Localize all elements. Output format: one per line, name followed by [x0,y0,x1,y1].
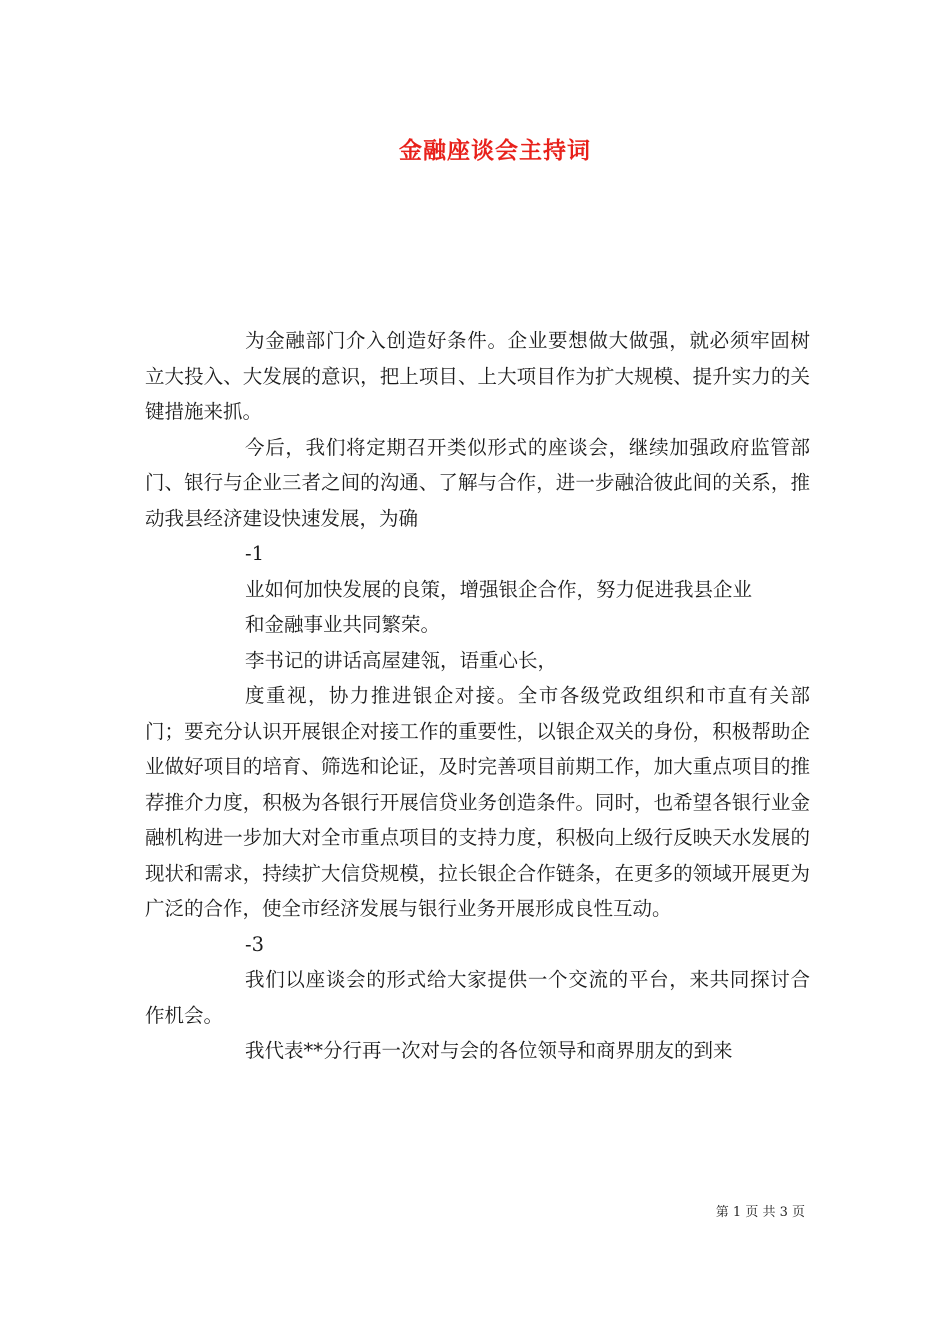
paragraph-4: 和金融事业共同繁荣。 [245,613,441,636]
paragraph-8: 我代表**分行再一次对与会的各位领导和商界朋友的到来 [245,1039,733,1062]
paragraph-5: 李书记的讲话高屋建瓴，语重心长， [245,648,558,672]
paragraph-6: 度重视，协力推进银企对接。全市各级党政组织和市直有关部门；要充分认识开展银企对接工作的重要性，以银企双关的身份，积极帮助企业做好项目的培育、筛选和论证，及时完善项目前期工作，加大重点项目的推荐推介力度，积极为各银行开展信贷业务创造条件。同时，也希望各银行业金融机构进一步加大对全市重点项目的支持力度，积极向上级行反映天水发展的现状和需求，持续扩大信贷规模，拉长银企合作链条，在更多的领域开展更为广泛的合作，使全市经济发展与银行业务开展形成良性互动。 [145,684,810,920]
paragraph-2: 今后，我们将定期召开类似形式的座谈会，继续加强政府监管部门、银行与企业三者之间的沟通、了解与合作，进一步融洽彼此间的关系，推动我县经济建设快速发展，为确 [145,435,810,530]
paragraph-7: 我们以座谈会的形式给大家提供一个交流的平台，来共同探讨合作机会。 [145,968,810,1027]
document-body [145,323,810,1069]
paragraph-1: 为金融部门介入创造好条件。企业要想做大做强，就必须牢固树立大投入、大发展的意识，把上项目、上大项目作为扩大规模、提升实力的关键措施来抓。 [145,329,810,423]
page-marker-1: -1 [245,542,264,565]
page-title: 金融座谈会主持词 [399,137,591,164]
page-footer: 第 1 页 共 3 页 [715,1205,805,1220]
paragraph-3: 业如何加快发展的良策，增强银企合作，努力促进我县企业 [245,577,753,601]
page-marker-3: -3 [245,932,264,956]
